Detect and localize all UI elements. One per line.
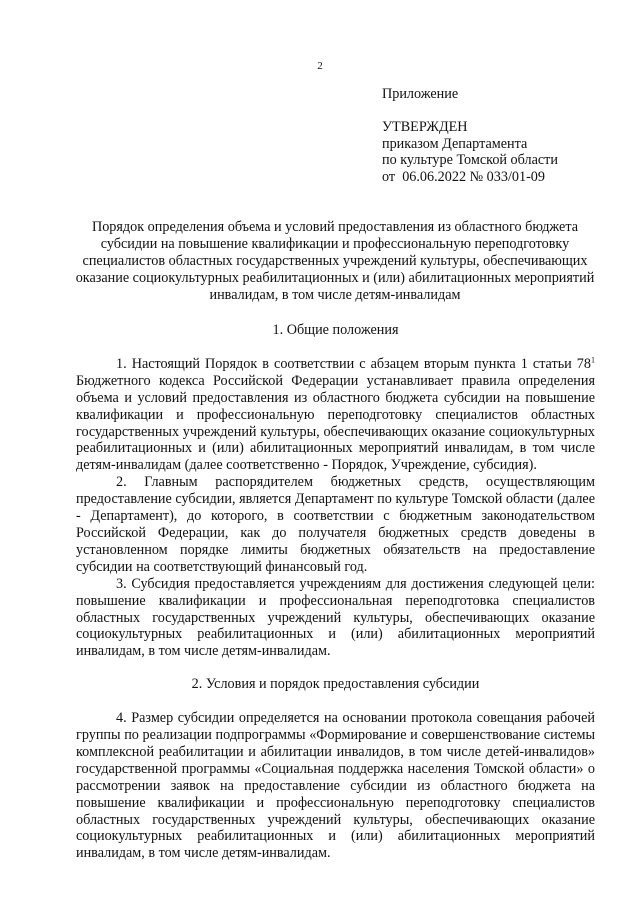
paragraph-2: 2. Главным распорядителем бюджетных средств, осуществляющим предоставление субсидии, является Департамент по культуре Томской области (далее - Департамент), до которого, в соответствии с бюджетным законодательством Российской Федерации, как до получателя бюджетных средств доведены в установленном порядке лимиты бюджетных обязательств на предоставление субсидии на соответствующий финансовый год.: [76, 474, 595, 575]
document-body: [76, 322, 595, 862]
paragraph-1: [76, 356, 595, 474]
article-superscript: 1: [591, 355, 595, 365]
section-heading-general: 1. Общие положения: [272, 322, 399, 338]
paragraph-1-text: 1. Настоящий Порядок в соответствии с абзацем вторым пункта 1 статьи 78: [116, 355, 591, 372]
paragraph-4: 4. Размер субсидии определяется на основании протокола совещания рабочей группы по реализации подпрограммы «Формирование и совершенствование системы комплексной реабилитации и абилитации инвалидов, в том числе детей-инвалидов» государственной программы «Социальная поддержка населения Томской области» о рассмотрении заявок на предоставление субсидии из областного бюджета на повышение квалификации и профессиональную переподготовку специалистов областных государственных учреждений культуры, обеспечивающих оказание социокультурных реабилитационных и (или) абилитационных мероприятий инвалидам, в том числе детям-инвалидам.: [76, 710, 595, 862]
order-line-1: приказом Департамента: [382, 135, 528, 152]
order-line-2: по культуре Томской области: [382, 152, 558, 169]
paragraph-1-text-cont: Бюджетного кодекса Российской Федерации устанавливает правила определения объема и условий предоставления из областного бюджета субсидии на повышение квалификации и профессиональную переподготовку специалистов областных государственных учреждений культуры, обеспечивающих оказание социокультурных реабилитационных и (или) абилитационных мероприятий инвалидам, в том числе детям-инвалидам (далее соответственно - Порядок, Учреждение, субсидия).: [76, 372, 595, 474]
section-heading-conditions: 2. Условия и порядок предоставления субсидии: [191, 676, 480, 693]
approved-stamp-text: УТВЕРЖДЕН: [382, 118, 468, 135]
appendix-label: Приложение: [382, 86, 459, 102]
order-date: от 06.06.2022 № 033/01-09: [382, 169, 545, 186]
page-number: 2: [317, 60, 323, 72]
paragraph-3: 3. Субсидия предоставляется учреждениям для достижения следующей цели: повышение квалификации и профессиональная переподготовка специалистов областных государственных учреждений культуры, обеспечивающих оказание социокультурных реабилитационных и (или) абилитационных мероприятий инвалидам, в том числе детям-инвалидам.: [76, 575, 595, 660]
approval-block: [382, 86, 622, 186]
document-title: Порядок определения объема и условий предоставления из областного бюджета субсидии на повышение квалификации и профессиональную переподготовку специалистов областных государственных учреждений культуры, обеспечивающих оказание социокультурных реабилитационных и (или) абилитационных мероприятий инвалидам, в том числе детям-инвалидам: [75, 219, 595, 303]
